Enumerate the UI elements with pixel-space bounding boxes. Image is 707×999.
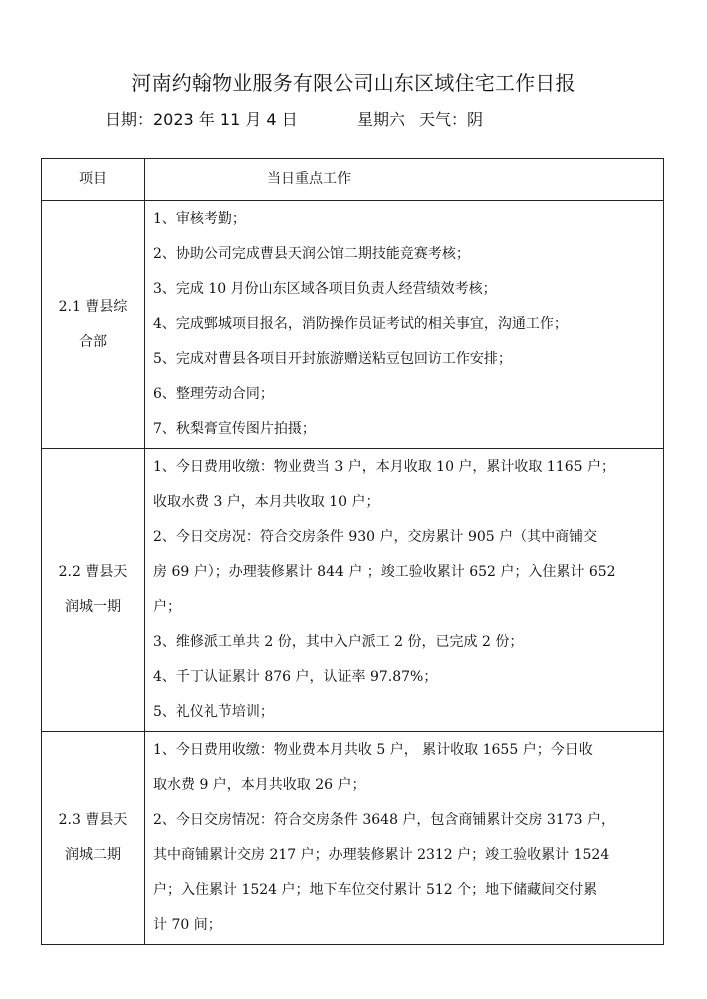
work-line: 收取水费 3 户，本月共收取 10 户； bbox=[153, 494, 380, 510]
work-line: 1、今日费用收缴：物业费当 3 户，本月收取 10 户，累计收取 1165 户； bbox=[153, 459, 615, 475]
report-title: 河南约翰物业服务有限公司山东区域住宅工作日报 bbox=[131, 71, 576, 95]
work-cell bbox=[145, 732, 664, 945]
table-header-row bbox=[42, 159, 664, 201]
work-line: 5、礼仪礼节培训； bbox=[153, 704, 274, 720]
work-line: 6、整理劳动合同； bbox=[153, 386, 274, 402]
project-label-line: 合部 bbox=[79, 333, 107, 350]
work-line: 其中商铺累计交房 217 户；办理装修累计 2312 户；竣工验收累计 1524 bbox=[153, 847, 610, 863]
work-line: 2、协助公司完成曹县天润公馆二期技能竞赛考核； bbox=[153, 246, 470, 262]
project-label-line: 2.2 曹县天 bbox=[58, 564, 128, 580]
report-date: 日期：2023 年 11 月 4 日 bbox=[105, 110, 298, 129]
work-line: 取水费 9 户，本月共收取 26 户； bbox=[153, 777, 366, 793]
project-label-line: 润城二期 bbox=[65, 847, 121, 863]
project-label-line: 2.3 曹县天 bbox=[58, 812, 128, 828]
project-label-line: 2.1 曹县综 bbox=[58, 298, 128, 315]
work-line: 房 69 户）；办理装修累计 844 户 ；竣工验收累计 652 户；入住累计 652 bbox=[153, 564, 616, 580]
work-line: 2、今日交房情况：符合交房条件 3648 户，包含商铺累计交房 3173 户， bbox=[153, 812, 615, 828]
table-row bbox=[42, 449, 664, 732]
work-line: 1、审核考勤； bbox=[153, 211, 246, 227]
project-label-line: 润城一期 bbox=[65, 599, 121, 615]
work-line: 户；入住累计 1524 户；地下车位交付累计 512 个；地下储藏间交付累 bbox=[153, 882, 598, 898]
work-line: 3、维修派工单共 2 份，其中入户派工 2 份，已完成 2 份； bbox=[153, 634, 524, 650]
table-row bbox=[42, 201, 664, 449]
work-cell bbox=[145, 201, 664, 449]
daily-report-table bbox=[41, 158, 664, 945]
work-line: 3、完成 10 月份山东区域各项目负责人经营绩效考核； bbox=[153, 281, 497, 297]
report-weekday: 星期六 bbox=[357, 110, 406, 129]
date-line bbox=[105, 108, 483, 132]
work-line: 1、今日费用收缴：物业费本月共收 5 户， 累计收取 1655 户；今日收 bbox=[153, 742, 593, 758]
work-line: 2、今日交房况：符合交房条件 930 户，交房累计 905 户（其中商铺交 bbox=[153, 529, 598, 545]
work-line: 计 70 间； bbox=[153, 917, 222, 933]
table-row bbox=[42, 732, 664, 945]
header-work: 当日重点工作 bbox=[145, 159, 664, 201]
project-cell bbox=[42, 449, 145, 732]
project-cell bbox=[42, 732, 145, 945]
work-line: 户； bbox=[153, 599, 181, 615]
work-cell bbox=[145, 449, 664, 732]
project-cell bbox=[42, 201, 145, 449]
work-line: 4、完成鄄城项目报名，消防操作员证考试的相关事宜，沟通工作； bbox=[153, 316, 568, 332]
work-line: 4、千丁认证累计 876 户，认证率 97.87%； bbox=[153, 669, 438, 685]
header-project: 项目 bbox=[42, 159, 145, 201]
work-line: 7、秋梨膏宣传图片拍摄； bbox=[153, 421, 316, 437]
work-line: 5、完成对曹县各项目开封旅游赠送粘豆包回访工作安排； bbox=[153, 351, 512, 367]
report-weather: 天气：阴 bbox=[419, 110, 484, 129]
